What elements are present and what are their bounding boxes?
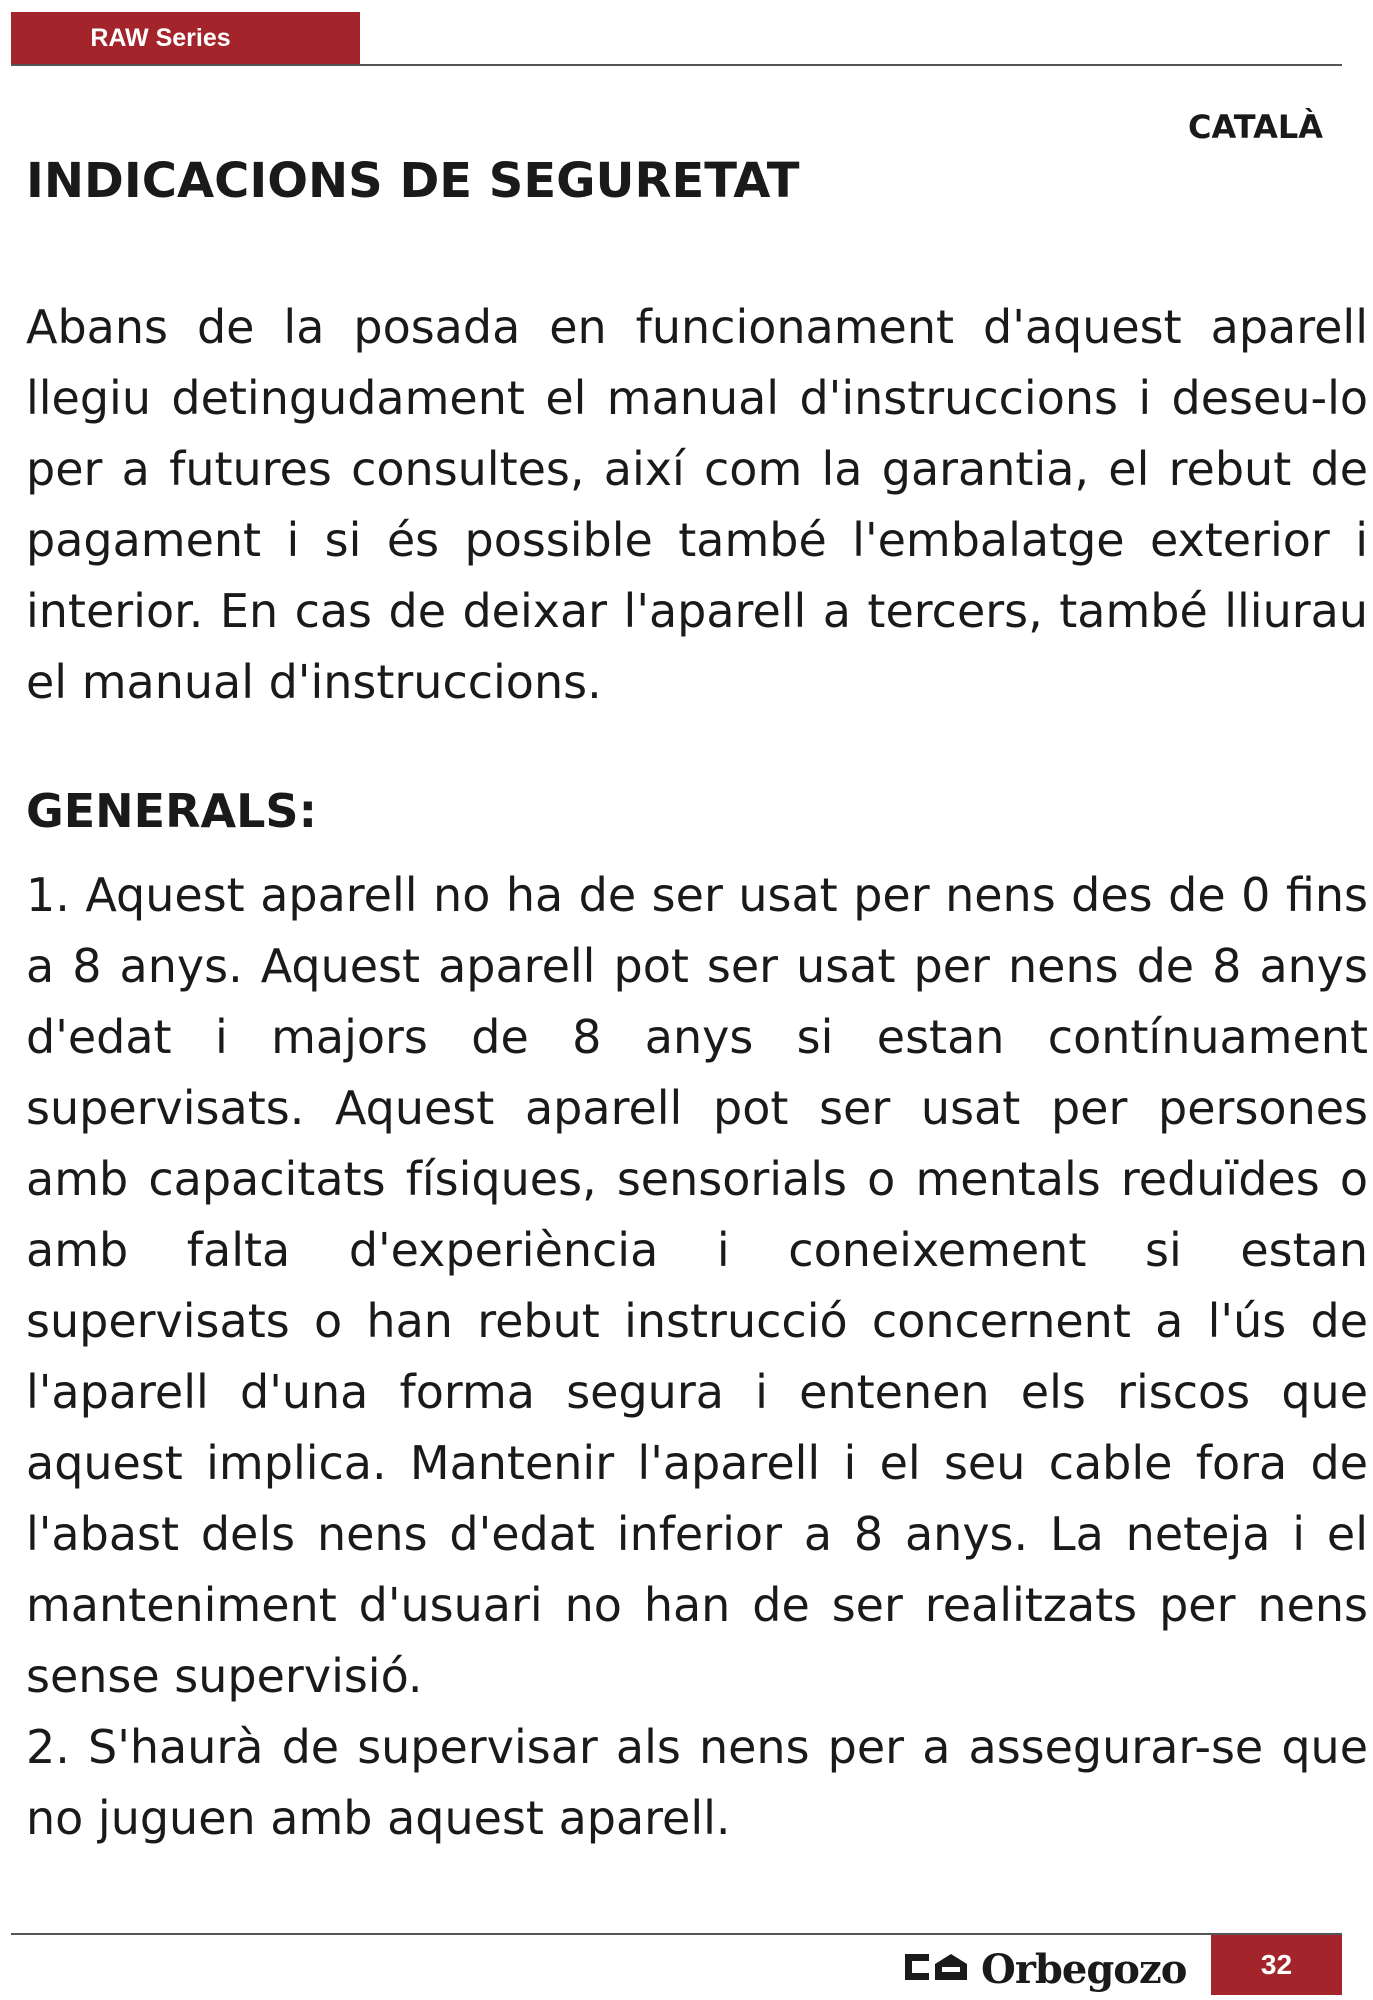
header-divider <box>11 64 1342 66</box>
page-title: INDICACIONS DE SEGURETAT <box>26 153 800 209</box>
generals-list <box>26 860 1368 1854</box>
brand-wordmark: Orbegozo <box>981 1945 1187 1993</box>
footer-divider <box>11 1933 1342 1935</box>
generals-item-1: 1. Aquest aparell no ha de ser usat per nens des de 0 fins a 8 anys. Aquest aparell pot ser usat per nens de 8 anys d'edat i majors de 8 anys si estan contínuament supervisats. Aquest aparell pot ser usat per persones amb capacitats físiques, sensorials o mentals reduïdes o amb falta d'experiència i coneixement si estan supervisats o han rebut instrucció concernent a l'ús de l'aparell d'una forma segura i entenen els riscos que aquest implica. Mantenir l'aparell i el seu cable fora de l'abast dels nens d'edat inferior a 8 anys. La neteja i el manteniment d'usuari no han de ser realitzats per nens sense supervisió. <box>26 868 1368 1703</box>
intro-paragraph: Abans de la posada en funcionament d'aquest aparell llegiu detingudament el manual d'instruccions i deseu-lo per a futures consultes, així com la garantia, el rebut de pagament i si és possible també l'embalatge exterior i interior. En cas de deixar l'aparell a tercers, també lliurau el manual d'instruccions. <box>26 300 1368 709</box>
language-label: CATALÀ <box>1187 108 1323 146</box>
brand-logo <box>905 1944 1186 1994</box>
generals-heading: GENERALS: <box>26 784 317 838</box>
series-tab <box>11 12 360 65</box>
generals-item-2: 2. S'haurà de supervisar als nens per a assegurar-se que no juguen amb aquest aparell. <box>26 1720 1368 1845</box>
page-number-box <box>1211 1935 1342 1995</box>
page-number: 32 <box>1260 1949 1293 1980</box>
orbegozo-logo-icon <box>905 1950 967 1988</box>
series-label: RAW Series <box>90 24 231 52</box>
